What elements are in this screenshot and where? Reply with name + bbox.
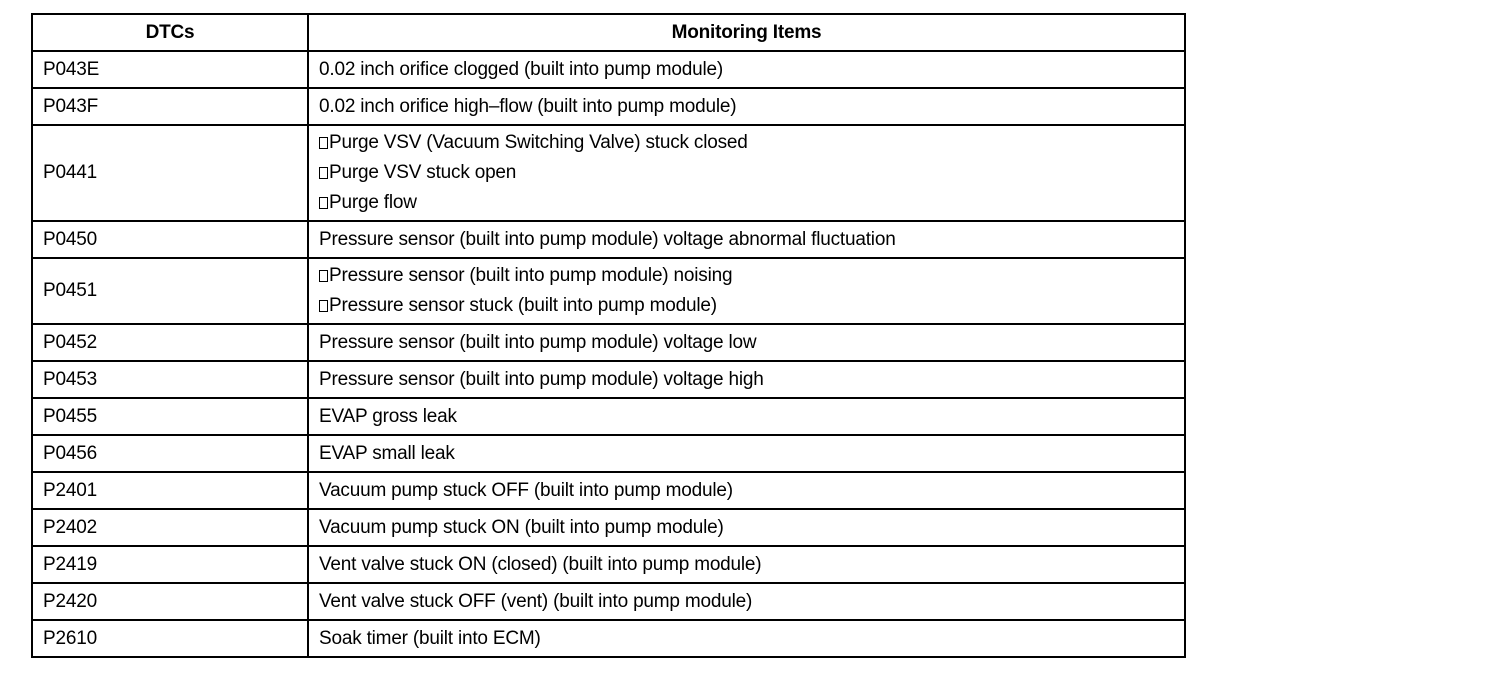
monitoring-item-text: 0.02 inch orifice high–flow (built into pump module) (319, 95, 737, 117)
table-row (32, 125, 1185, 221)
monitoring-items-cell (308, 258, 1185, 324)
monitoring-item (319, 550, 1184, 580)
table-row (32, 583, 1185, 620)
table-row (32, 258, 1185, 324)
dtc-code-cell: P0441 (32, 125, 308, 221)
dtc-code-cell: P0451 (32, 258, 308, 324)
monitoring-items-cell (308, 88, 1185, 125)
monitoring-item-text: Vent valve stuck OFF (vent) (built into pump module) (319, 590, 753, 612)
monitoring-item (319, 261, 1184, 291)
monitoring-items-cell (308, 361, 1185, 398)
monitoring-item-text: Pressure sensor (built into pump module) noising (329, 265, 733, 286)
checkbox-bullet-icon (319, 137, 328, 149)
table-row (32, 324, 1185, 361)
dtc-code-cell: P2401 (32, 472, 308, 509)
checkbox-bullet-icon (319, 167, 328, 179)
table-row (32, 51, 1185, 88)
monitoring-item (319, 476, 1184, 506)
monitoring-item (319, 439, 1184, 469)
dtc-code-cell: P043F (32, 88, 308, 125)
monitoring-item-text: 0.02 inch orifice clogged (built into pump module) (319, 58, 724, 80)
table-row (32, 88, 1185, 125)
monitoring-items-cell (308, 620, 1185, 657)
monitoring-items-cell (308, 583, 1185, 620)
dtc-code-cell: P2402 (32, 509, 308, 546)
dtc-code-cell: P2610 (32, 620, 308, 657)
header-monitoring-items: Monitoring Items (308, 14, 1185, 51)
table-row (32, 361, 1185, 398)
dtc-code-cell: P0455 (32, 398, 308, 435)
monitoring-item (319, 402, 1184, 432)
monitoring-item (319, 365, 1184, 395)
monitoring-item-text: Pressure sensor (built into pump module) voltage abnormal fluctuation (319, 228, 896, 250)
dtc-code-cell: P0456 (32, 435, 308, 472)
table-body (32, 51, 1185, 657)
dtc-monitoring-table (31, 13, 1186, 658)
monitoring-item (319, 513, 1184, 543)
table-row (32, 620, 1185, 657)
monitoring-item-text: Purge flow (329, 192, 417, 213)
monitoring-item-text: Pressure sensor stuck (built into pump module) (329, 295, 717, 316)
dtc-code-cell: P0453 (32, 361, 308, 398)
monitoring-items-cell (308, 398, 1185, 435)
monitoring-items-cell (308, 472, 1185, 509)
monitoring-item-text: Pressure sensor (built into pump module) voltage low (319, 331, 757, 353)
monitoring-items-cell (308, 509, 1185, 546)
monitoring-item-text: Vent valve stuck ON (closed) (built into pump module) (319, 553, 762, 575)
table-row (32, 509, 1185, 546)
dtc-code-cell: P2419 (32, 546, 308, 583)
monitoring-items-cell (308, 221, 1185, 258)
header-dtcs: DTCs (32, 14, 308, 51)
dtc-code-cell: P043E (32, 51, 308, 88)
monitoring-item-text: Purge VSV (Vacuum Switching Valve) stuck closed (329, 132, 748, 153)
table-row (32, 546, 1185, 583)
checkbox-bullet-icon (319, 197, 328, 209)
monitoring-items-cell (308, 546, 1185, 583)
monitoring-item-text: Purge VSV stuck open (329, 162, 517, 183)
monitoring-item-text: EVAP gross leak (319, 405, 457, 427)
monitoring-item (319, 55, 1184, 85)
monitoring-item-text: Vacuum pump stuck OFF (built into pump module) (319, 479, 733, 501)
monitoring-item (319, 328, 1184, 358)
monitoring-item (319, 624, 1184, 654)
checkbox-bullet-icon (319, 300, 328, 312)
monitoring-item (319, 92, 1184, 122)
monitoring-item (319, 291, 1184, 321)
checkbox-bullet-icon (319, 270, 328, 282)
monitoring-item-text: Soak timer (built into ECM) (319, 627, 541, 649)
monitoring-items-cell (308, 125, 1185, 221)
table-row (32, 398, 1185, 435)
dtc-code-cell: P0452 (32, 324, 308, 361)
monitoring-items-cell (308, 324, 1185, 361)
monitoring-item (319, 225, 1184, 255)
monitoring-item-text: Vacuum pump stuck ON (built into pump module) (319, 516, 724, 538)
monitoring-item (319, 188, 1184, 218)
monitoring-items-cell (308, 435, 1185, 472)
monitoring-item (319, 587, 1184, 617)
monitoring-item (319, 128, 1184, 158)
table-row (32, 221, 1185, 258)
monitoring-item (319, 158, 1184, 188)
monitoring-item-text: EVAP small leak (319, 442, 455, 464)
dtc-code-cell: P0450 (32, 221, 308, 258)
dtc-code-cell: P2420 (32, 583, 308, 620)
table-row (32, 472, 1185, 509)
monitoring-item-text: Pressure sensor (built into pump module) voltage high (319, 368, 764, 390)
table-header-row (32, 14, 1185, 51)
table-row (32, 435, 1185, 472)
monitoring-items-cell (308, 51, 1185, 88)
